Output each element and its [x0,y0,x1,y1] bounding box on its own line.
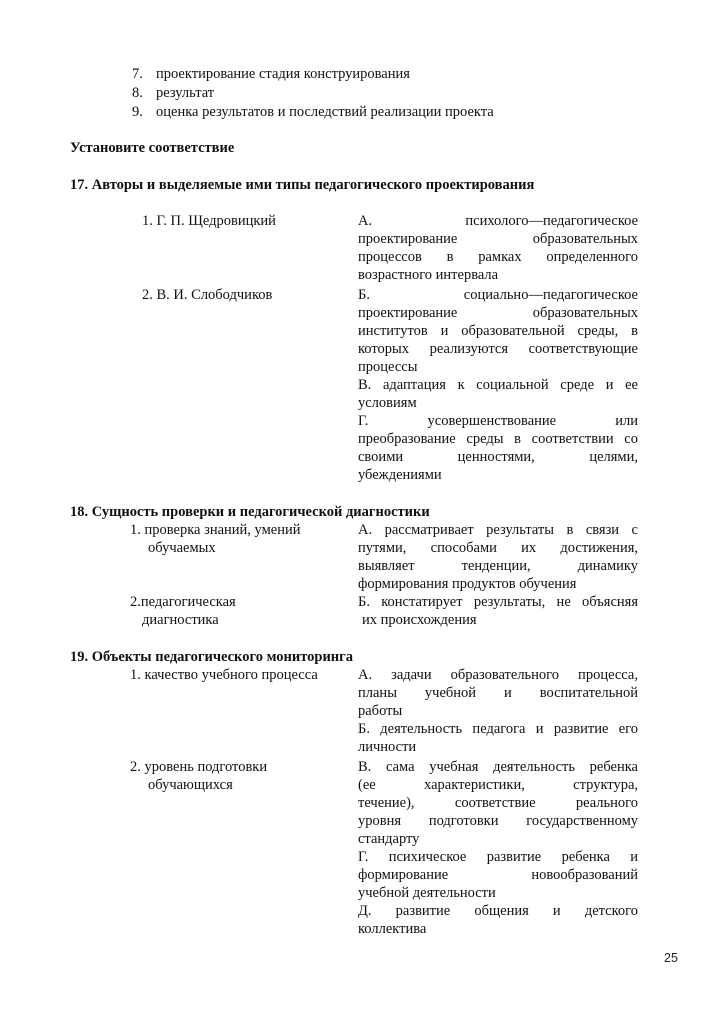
page-number: 25 [664,951,678,965]
question-18-title: 18. Сущность проверки и педагогической диагностики [70,504,430,520]
q19-option-a-line: А. задачи образовательного процесса, [358,667,638,683]
q17-option-b-line: проектирование образовательных [358,305,638,321]
q19-option-d-line: Г. психическое развитие ребенка и [358,849,638,865]
q19-option-c-line: (ее характеристики, структура, [358,777,638,793]
q18-left-2: диагностика [142,612,219,628]
q17-option-a-line: возрастного интервала [358,267,499,283]
q17-option-a-line: проектирование образовательных [358,231,638,247]
q19-option-d-line: учебной деятельности [358,885,496,901]
q19-left-1: 1. качество учебного процесса [130,667,318,683]
q17-option-d-line: преобразование среды в соответствии со [358,431,638,447]
q17-option-c-line: В. адаптация к социальной среде и ее [358,377,638,393]
q18-option-a-line: выявляет тенденции, динамику [358,558,638,574]
q17-option-a-line: процессов в рамках определенного [358,249,638,265]
list-item-text: результат [156,85,215,101]
list-item: 8. [132,85,143,101]
q19-option-b-line: Б. деятельность педагога и развитие его [358,721,638,737]
q19-option-b-line: личности [358,739,417,755]
q19-option-c-line: В. сама учебная деятельность ребенка [358,759,638,775]
q17-option-b-line: Б. социально—педагогическое [358,287,638,303]
q18-left-1: обучаемых [148,540,216,556]
q19-option-e-line: коллектива [358,921,427,937]
q17-option-d-line: убеждениями [358,467,442,483]
list-item-text: проектирование стадия конструирования [156,66,410,82]
q18-left-2: 2.педагогическая [130,594,236,610]
q18-option-b-line: Б. констатирует результаты, не объясняя [358,594,638,610]
q17-option-c-line: условиям [358,395,417,411]
q18-left-1: 1. проверка знаний, умений [130,522,301,538]
q19-left-2: обучающихся [148,777,233,793]
q17-option-b-line: которых реализуются соответствующие [358,341,638,357]
q18-option-b-line: их происхождения [362,612,477,628]
q17-option-d-line: своими ценностями, целями, [358,449,638,465]
q19-left-2: 2. уровень подготовки [130,759,268,775]
q17-left-1: 1. Г. П. Щедровицкий [142,213,276,229]
q17-option-a-line: А. психолого—педагогическое [358,213,638,229]
q19-option-a-line: планы учебной и воспитательной [358,685,638,701]
q17-option-b-line: процессы [358,359,418,375]
q19-option-e-line: Д. развитие общения и детского [358,903,638,919]
list-item: 7. [132,66,143,82]
q19-option-d-line: формирование новообразований [358,867,638,883]
question-17-title: 17. Авторы и выделяемые ими типы педагогического проектирования [70,177,535,193]
q17-option-d-line: Г. усовершенствование или [358,413,638,429]
q19-option-c-line: стандарту [358,831,420,847]
instruction-heading: Установите соответствие [70,140,235,156]
q17-option-b-line: институтов и образовательной среды, в [358,323,638,339]
q17-left-2: 2. В. И. Слободчиков [142,287,273,303]
q18-option-a-line: А. рассматривает результаты в связи с [358,522,638,538]
list-item-text: оценка результатов и последствий реализации проекта [156,104,494,120]
q18-option-a-line: формирования продуктов обучения [358,576,577,592]
q18-option-a-line: путями, способами их достижения, [358,540,638,556]
q19-option-c-line: уровня подготовки государственному [358,813,638,829]
q19-option-a-line: работы [358,703,403,719]
q19-option-c-line: течение), соответствие реального [358,795,638,811]
question-19-title: 19. Объекты педагогического мониторинга [70,649,353,665]
list-item: 9. [132,104,143,120]
